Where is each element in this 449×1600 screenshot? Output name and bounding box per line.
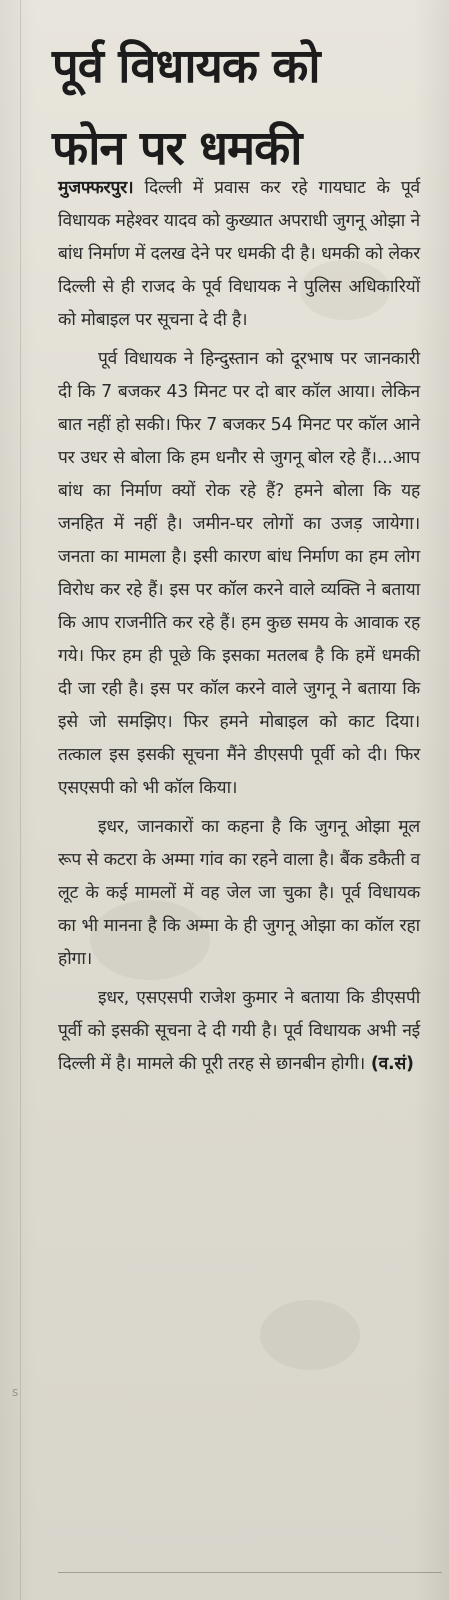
reporter-credit: (व.सं) (364, 1054, 414, 1074)
headline-line-1: पूर्व विधायक को (52, 39, 320, 94)
paper-stain (260, 1300, 360, 1370)
margin-mark: s (12, 1385, 19, 1399)
paragraph-4 (58, 982, 420, 1081)
paragraph-4-text: इधर, एसएसपी राजेश कुमार ने बताया कि डीएसपी पूर्वी को इसकी सूचना दे दी गयी है। पूर्व विधायक अभी नई दिल्ली में है। मामले की पूरी तरह से छानबीन होगी। (58, 988, 420, 1074)
headline-line-2: फोन पर धमकी (52, 121, 302, 176)
paragraph-2: पूर्व विधायक ने हिन्दुस्तान को दूरभाष पर जानकारी दी कि 7 बजकर 43 मिनट पर दो बार कॉल आया। लेकिन बात नहीं हो सकी। फिर 7 बजकर 54 मिनट पर कॉल आने पर उधर से बोला कि हम धनौर से जुगनू बोल रहे हैं।...आप बांध का निर्माण क्यों रोक रहे हैं? हमने बोला कि यह जनहित में नहीं है। जमीन-घर लोगों का उजड़ जायेगा। जनता का मामला है। इसी कारण बांध निर्माण का हम लोग विरोध कर रहे हैं। इस पर कॉल करने वाले व्यक्ति ने बताया कि आप राजनीति कर रहे हैं। हम कुछ समय के आवाक रह गये। फिर हम ही पूछे कि इसका मतलब है कि हमें धमकी दी जा रही है। इस पर कॉल करने वाले जुगनू ने बताया कि इसे जो समझिए। फिर हमने मोबाइल को काट दिया। तत्काल इस इसकी सूचना मैंने डीएसपी पूर्वी को दी। फिर एसएसपी को भी कॉल किया। (58, 349, 420, 798)
bottom-divider (58, 1572, 442, 1573)
article-body (58, 172, 420, 1081)
dateline: मुजफ्फरपुर। (58, 178, 134, 198)
paragraph-1 (58, 172, 420, 337)
headline (52, 26, 442, 190)
paragraph-1-text: दिल्ली में प्रवास कर रहे गायघाट के पूर्व विधायक महेश्वर यादव को कुख्यात अपराधी जुगनू ओझा ने बांध निर्माण में दलख देने पर धमकी दी है। धमकी को लेकर दिल्ली से ही राजद के पूर्व विधायक ने पुलिस अधिकारियों को मोबाइल पर सूचना दे दी है। (58, 178, 420, 330)
column-divider (20, 0, 21, 1600)
paragraph-3: इधर, जानकारों का कहना है कि जुगनू ओझा मूल रूप से कटरा के अम्मा गांव का रहने वाला है। बैंक डकैती व लूट के कई मामलों में वह जेल जा चुका है। पूर्व विधायक का भी मानना है कि अम्मा के ही जुगनू ओझा का कॉल रहा होगा। (58, 817, 420, 969)
